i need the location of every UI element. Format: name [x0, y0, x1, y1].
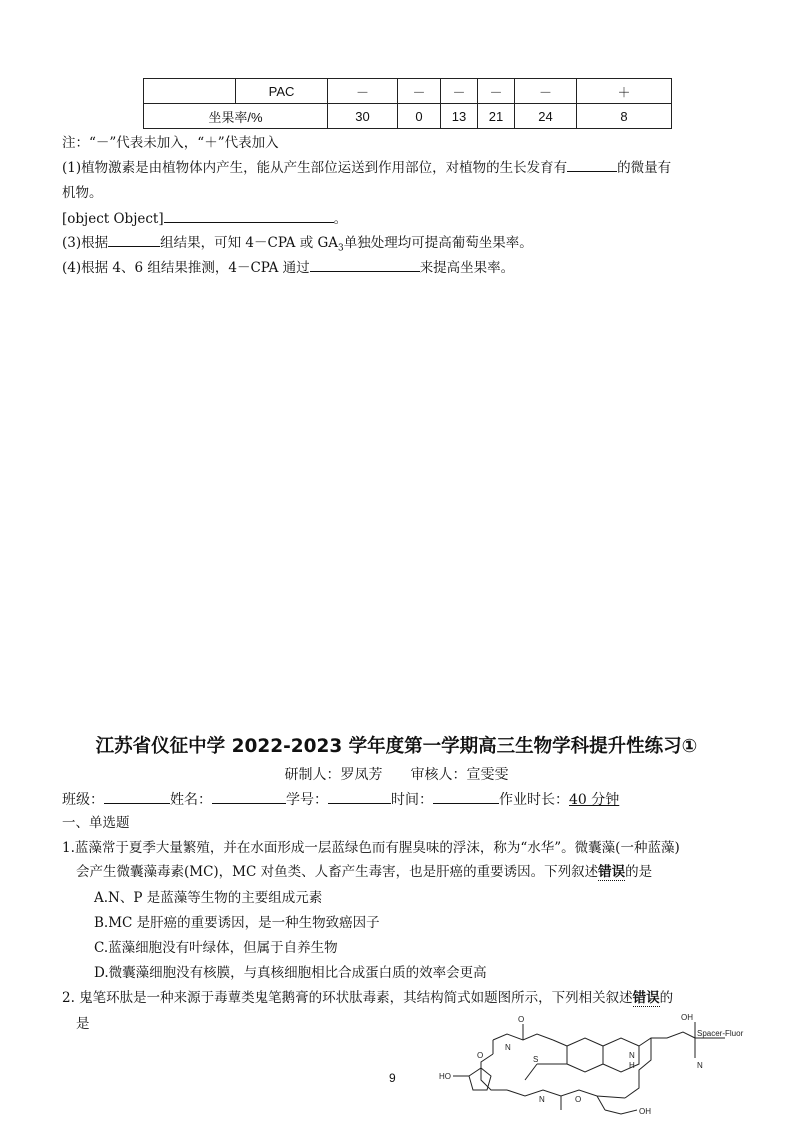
table-cell: 0 [398, 104, 441, 129]
q1-line-1: 1.蓝藻常于夏季大量繁殖，并在水面形成一层蓝绿色而有腥臭味的浮沫，称为“水华”。微囊藻(一种蓝藻) [62, 840, 680, 856]
q1-line-2 [76, 862, 652, 882]
question-text: 单独处理均可提高葡萄坐果率。 [343, 235, 533, 251]
table-row [144, 79, 672, 104]
table-cell: 13 [441, 104, 478, 129]
question-text: (1)植物激素是由植物体内产生，能从产生部位运送到作用部位，对植物的生长发育有 [62, 160, 568, 176]
bond [553, 1040, 567, 1046]
question-text: (3)根据 [62, 235, 109, 251]
bond [481, 1054, 507, 1090]
q2-line-2: 是 [76, 1016, 90, 1032]
question-text: 。 [333, 211, 348, 227]
atom-label: O [575, 1095, 582, 1104]
results-table [143, 78, 672, 129]
duration-label: 作业时长： [499, 792, 569, 808]
table-cell: ＋ [577, 79, 672, 104]
question-3 [62, 233, 533, 259]
table-note: 注：“－”代表未加入，“＋”代表加入 [62, 135, 279, 151]
student-info-line [62, 790, 619, 810]
emphasis-text: 错误 [598, 864, 626, 880]
emphasis-text: 错误 [632, 990, 660, 1006]
question-1-line-1 [62, 158, 671, 178]
name-label: 姓名： [170, 792, 212, 808]
answer-blank[interactable] [310, 258, 420, 272]
option-a[interactable]: A.N、P 是蓝藻等生物的主要组成元素 [94, 890, 323, 906]
id-label: 学号： [286, 792, 328, 808]
atom-label: H [629, 1061, 635, 1070]
atom-label: N [505, 1043, 511, 1052]
question-text: 2. 鬼笔环肽是一种来源于毒蕈类鬼笔鹅膏的环状肽毒素，其结构简式如题图所示，下列相关叙述 [62, 990, 633, 1006]
question-text: 会产生微囊藻毒素(MC)，MC 对鱼类、人畜产生毒害，也是肝癌的重要诱因。下列叙述 [76, 864, 599, 880]
question-4 [62, 258, 514, 278]
document-title: 江苏省仪征中学 2022-2023 学年度第一学期高三生物学科提升性练习① [95, 736, 698, 757]
question-text: (4)根据 4、6 组结果推测，4－CPA 通过 [62, 260, 310, 276]
ring [567, 1038, 603, 1072]
question-text: 的微量有 [617, 160, 672, 176]
atom-label: N [697, 1061, 703, 1070]
question-text: 来提高坐果率。 [419, 260, 515, 276]
option-d[interactable]: D.微囊藻细胞没有核膜，与真核细胞相比合成蛋白质的效率会更高 [94, 965, 487, 981]
class-field[interactable] [104, 790, 170, 804]
q2-line-1 [62, 988, 673, 1008]
atom-label: N [539, 1095, 545, 1104]
table-cell: 8 [577, 104, 672, 129]
question-text: [object Object] [62, 211, 164, 227]
row-label: 坐果率/% [144, 104, 328, 129]
question-1-line-2: 机物。 [62, 185, 103, 201]
atom-label: HO [439, 1072, 451, 1081]
time-field[interactable] [433, 790, 499, 804]
question-text: 的 [659, 990, 674, 1006]
table-row [144, 104, 672, 129]
table-cell: － [398, 79, 441, 104]
id-field[interactable] [328, 790, 391, 804]
bond [605, 1110, 637, 1114]
subscript: 3 [338, 243, 344, 254]
ring [469, 1068, 491, 1090]
bond [597, 1096, 605, 1110]
atom-label: OH [681, 1013, 693, 1022]
table-cell [144, 79, 236, 104]
authors-line: 研制人：罗凤芳 审核人：宣雯雯 [284, 767, 509, 783]
table-cell: 30 [328, 104, 398, 129]
question-2 [62, 209, 347, 229]
table-cell: － [478, 79, 515, 104]
answer-blank[interactable] [108, 233, 160, 247]
option-b[interactable]: B.MC 是肝癌的重要诱因，是一种生物致癌因子 [94, 915, 380, 931]
duration-value: 40 分钟 [569, 792, 620, 808]
bond [639, 1032, 695, 1046]
atom-label: Spacer-Fluor [697, 1029, 744, 1038]
cyclic-peptide-structure [425, 1010, 744, 1122]
table-cell: － [441, 79, 478, 104]
table-cell: 24 [515, 104, 577, 129]
answer-blank[interactable] [164, 209, 334, 223]
atom-label: O [477, 1051, 484, 1060]
class-label: 班级： [62, 792, 104, 808]
atom-label: S [533, 1055, 539, 1064]
bond [525, 1064, 537, 1080]
atom-label: O [518, 1015, 525, 1024]
time-label: 时间： [391, 792, 433, 808]
section-heading: 一、单选题 [62, 815, 130, 831]
question-text: 组结果，可知 4－CPA 或 GA [160, 235, 339, 251]
atom-label: N [629, 1051, 635, 1060]
answer-blank[interactable] [567, 158, 617, 172]
table-cell: － [328, 79, 398, 104]
atom-label: OH [639, 1107, 651, 1116]
question-text: 的是 [625, 864, 653, 880]
option-c[interactable]: C.蓝藻细胞没有叶绿体，但属于自养生物 [94, 940, 338, 956]
name-field[interactable] [212, 790, 286, 804]
table-cell: － [515, 79, 577, 104]
page-number: 9 [389, 1071, 396, 1085]
row-label: PAC [236, 79, 328, 104]
bond [507, 1090, 625, 1098]
table-cell: 21 [478, 104, 515, 129]
